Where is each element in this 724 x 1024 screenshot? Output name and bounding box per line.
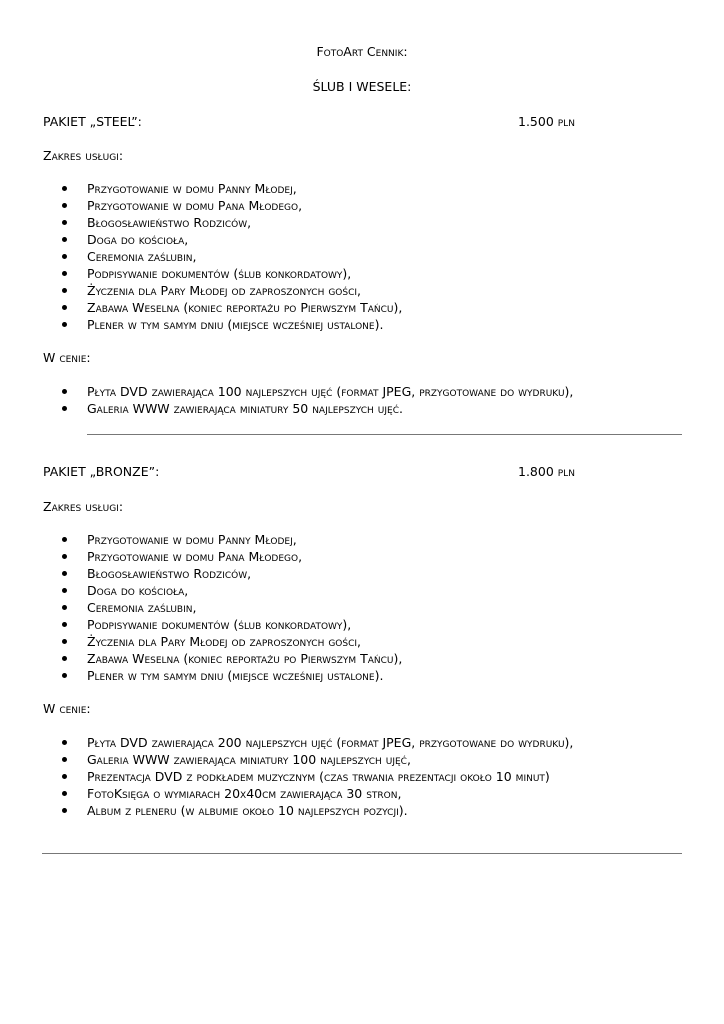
package-bronze-name: PAKIET „BRONZE”: (43, 464, 160, 479)
bullet-icon (62, 220, 67, 225)
bullet-icon (62, 808, 67, 813)
bullet-icon (62, 406, 67, 411)
bullet-icon (62, 254, 67, 259)
list-item: Doga do kościoła, (60, 232, 402, 249)
bullet-icon (62, 389, 67, 394)
list-item: Podpisywanie dokumentów (ślub konkordatowy), (60, 266, 402, 283)
bullet-icon (62, 322, 67, 327)
list-item: Płyta DVD zawierająca 200 najlepszych ujęć (format JPEG, przygotowane do wydruku), (60, 735, 573, 752)
list-item: Album z pleneru (w albumie około 10 najlepszych pozycji). (60, 803, 573, 820)
list-item: Galeria WWW zawierająca miniatury 100 najlepszych ujęć, (60, 752, 573, 769)
bullet-icon (62, 673, 67, 678)
bullet-icon (62, 203, 67, 208)
bullet-icon (62, 305, 67, 310)
list-item: Przygotowanie w domu Pana Młodego, (60, 549, 402, 566)
list-item: FotoKsięga o wymiarach 20x40cm zawierająca 30 stron, (60, 786, 573, 803)
bullet-icon (62, 554, 67, 559)
bullet-icon (62, 186, 67, 191)
list-item: Prezentacja DVD z podkładem muzycznym (czas trwania prezentacji około 10 minut) (60, 769, 573, 786)
list-item: Zabawa Weselna (koniec reportażu po Pierwszym Tańcu), (60, 651, 402, 668)
package-steel-included-list (60, 384, 573, 418)
bullet-icon (62, 605, 67, 610)
bullet-icon (62, 622, 67, 627)
list-item: Przygotowanie w domu Pana Młodego, (60, 198, 402, 215)
list-item: Plener w tym samym dniu (miejsce wcześniej ustalone). (60, 317, 402, 334)
list-item: Życzenia dla Pary Młodej od zaproszonych gości, (60, 634, 402, 651)
package-steel-included-label: W cenie: (43, 350, 91, 365)
list-item: Galeria WWW zawierająca miniatury 50 najlepszych ujęć. (60, 401, 573, 418)
package-steel-scope-label: Zakres usługi: (43, 148, 124, 163)
section-divider (87, 434, 682, 435)
list-item: Ceremonia zaślubin, (60, 600, 402, 617)
bullet-icon (62, 740, 67, 745)
bullet-icon (62, 757, 67, 762)
bullet-icon (62, 791, 67, 796)
bullet-icon (62, 571, 67, 576)
bullet-icon (62, 288, 67, 293)
list-item: Podpisywanie dokumentów (ślub konkordatowy), (60, 617, 402, 634)
list-item: Przygotowanie w domu Panny Młodej, (60, 532, 402, 549)
list-item: Płyta DVD zawierająca 100 najlepszych ujęć (format JPEG, przygotowane do wydruku), (60, 384, 573, 401)
package-bronze-included-label: W cenie: (43, 701, 91, 716)
list-item: Błogosławieństwo Rodziców, (60, 566, 402, 583)
list-item: Życzenia dla Pary Młodej od zaproszonych gości, (60, 283, 402, 300)
list-item: Plener w tym samym dniu (miejsce wcześniej ustalone). (60, 668, 402, 685)
package-steel-price: 1.500 pln (518, 114, 575, 129)
page-title: FotoArt Cennik: (316, 44, 408, 59)
bullet-icon (62, 774, 67, 779)
list-item: Zabawa Weselna (koniec reportażu po Pierwszym Tańcu), (60, 300, 402, 317)
list-item: Przygotowanie w domu Panny Młodej, (60, 181, 402, 198)
section-divider (42, 853, 682, 854)
package-bronze-scope-label: Zakres usługi: (43, 499, 124, 514)
bullet-icon (62, 656, 67, 661)
page-subtitle: ŚLUB I WESELE: (312, 79, 412, 94)
bullet-icon (62, 271, 67, 276)
bullet-icon (62, 537, 67, 542)
list-item: Doga do kościoła, (60, 583, 402, 600)
package-steel-scope-list (60, 181, 402, 334)
package-steel-name: PAKIET „STEEL”: (43, 114, 142, 129)
package-bronze-scope-list (60, 532, 402, 685)
bullet-icon (62, 639, 67, 644)
list-item: Ceremonia zaślubin, (60, 249, 402, 266)
package-bronze-included-list (60, 735, 573, 820)
list-item: Błogosławieństwo Rodziców, (60, 215, 402, 232)
bullet-icon (62, 588, 67, 593)
package-bronze-price: 1.800 pln (518, 464, 575, 479)
bullet-icon (62, 237, 67, 242)
